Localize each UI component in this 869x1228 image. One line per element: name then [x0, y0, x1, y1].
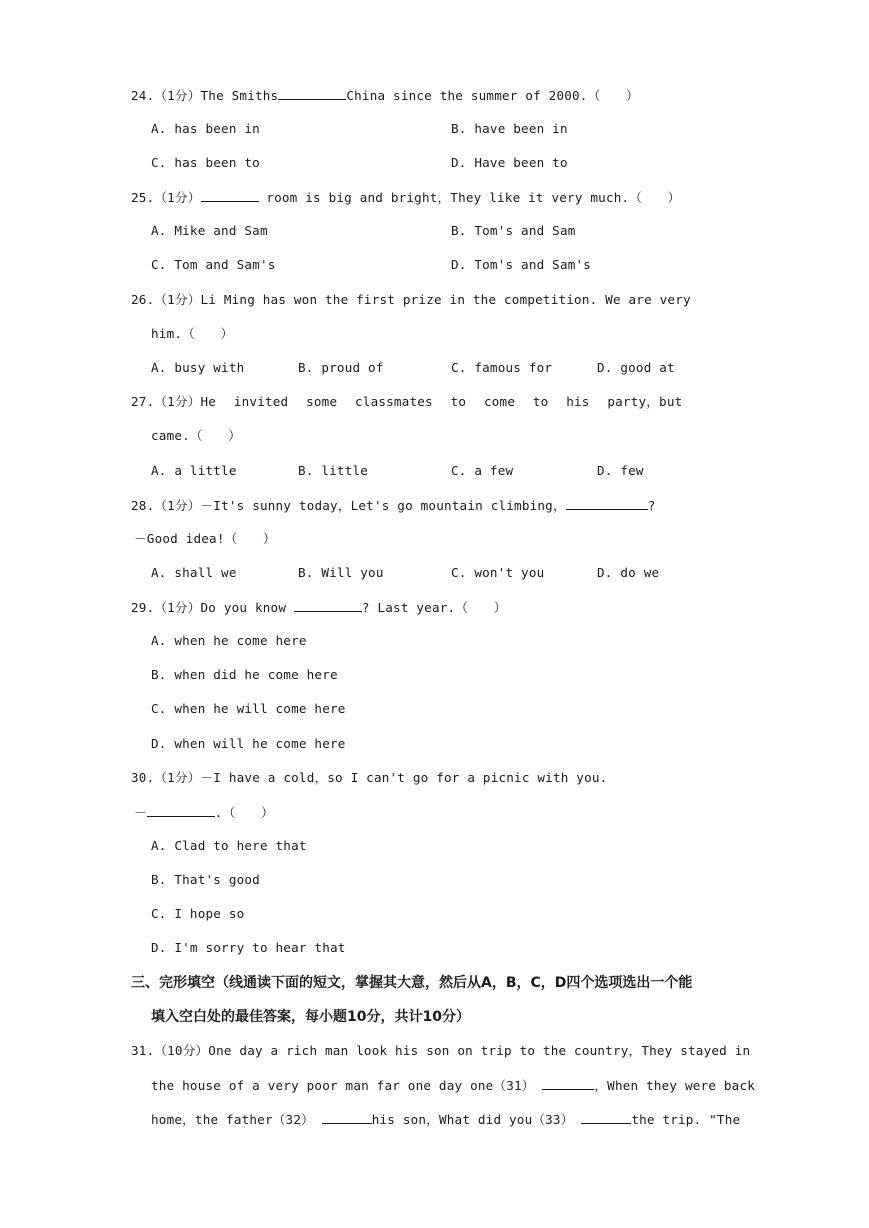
passage-text: his son，What did you（33） — [371, 1112, 574, 1127]
option-b[interactable]: B. Tom's and Sam — [451, 223, 576, 238]
question-27-line1: 27.（1分）He invited some classmates to come to his party，but — [131, 394, 683, 409]
question-28-line1 — [131, 495, 656, 516]
option-d[interactable]: D. good at — [597, 360, 675, 375]
question-24-stem-rest: China since the summer of 2000.（ ） — [346, 88, 639, 103]
option-d[interactable]: D. I'm sorry to hear that — [151, 940, 346, 955]
option-c[interactable]: C. famous for — [451, 360, 553, 375]
option-b[interactable]: B. That's good — [151, 872, 260, 887]
answer-blank[interactable] — [147, 802, 215, 817]
question-30-line2 — [134, 802, 274, 823]
answer-blank-32[interactable] — [322, 1109, 372, 1124]
option-a[interactable]: A. shall we — [151, 565, 237, 580]
answer-blank-33[interactable] — [581, 1109, 631, 1124]
question-24-stem: 24.（1分）The Smiths — [131, 88, 279, 103]
option-b[interactable]: B. proud of — [298, 360, 384, 375]
question-31-line3 — [151, 1109, 740, 1130]
option-d[interactable]: D. few — [597, 463, 644, 478]
option-c[interactable]: C. won't you — [451, 565, 545, 580]
option-c[interactable]: C. when he will come here — [151, 701, 346, 716]
passage-text: the house of a very poor man far one day one（31） — [151, 1078, 535, 1093]
question-25-number: 25.（1分） — [131, 190, 201, 205]
option-c[interactable]: C. has been to — [151, 155, 260, 170]
section-heading-line1: 三、完形填空（线通读下面的短文，掌握其大意，然后从A，B，C，D四个选项选出一个能 — [131, 975, 693, 991]
option-d[interactable]: D. Tom's and Sam's — [451, 257, 592, 272]
question-29-stem: 29.（1分）Do you know — [131, 600, 287, 615]
answer-blank-31[interactable] — [542, 1075, 594, 1090]
option-a[interactable]: A. Mike and Sam — [151, 223, 268, 238]
answer-blank[interactable] — [278, 85, 346, 100]
question-25-stem: room is big and bright，They like it very much.（ ） — [266, 190, 681, 205]
option-c[interactable]: C. I hope so — [151, 906, 245, 921]
question-26-line1: 26.（1分）Li Ming has won the first prize in the competition. We are very — [131, 292, 691, 307]
answer-blank[interactable] — [294, 597, 362, 612]
question-30-mark: .（ ） — [214, 805, 274, 820]
option-d[interactable]: D. do we — [597, 565, 660, 580]
dash: － — [134, 805, 147, 820]
question-30-line1: 30.（1分）－I have a cold，so I can't go for a picnic with you. — [131, 770, 608, 785]
option-a[interactable]: A. has been in — [151, 121, 260, 136]
option-b[interactable]: B. when did he come here — [151, 667, 338, 682]
question-28-mark: ? — [647, 498, 656, 513]
option-a[interactable]: A. busy with — [151, 360, 245, 375]
question-29-stem-rest: ? Last year.（ ） — [361, 600, 507, 615]
question-29-line1 — [131, 597, 506, 618]
option-c[interactable]: C. a few — [451, 463, 514, 478]
option-b[interactable]: B. Will you — [298, 565, 384, 580]
option-c[interactable]: C. Tom and Sam's — [151, 257, 276, 272]
option-b[interactable]: B. have been in — [451, 121, 568, 136]
question-31-line1: 31.（10分）One day a rich man look his son on trip to the country，They stayed in — [131, 1043, 751, 1058]
option-a[interactable]: A. Clad to here that — [151, 838, 307, 853]
question-26-line2: him.（ ） — [151, 326, 234, 341]
section-heading-line2: 填入空白处的最佳答案，每小题10分，共计10分） — [151, 1009, 470, 1025]
question-28-line2: －Good idea!（ ） — [134, 531, 276, 546]
option-b[interactable]: B. little — [298, 463, 369, 478]
option-d[interactable]: D. Have been to — [451, 155, 568, 170]
passage-text: ，When they were back — [594, 1078, 756, 1093]
answer-blank[interactable] — [201, 187, 259, 202]
option-d[interactable]: D. when will he come here — [151, 736, 346, 751]
question-31-line2 — [151, 1075, 755, 1096]
answer-blank[interactable] — [566, 495, 648, 510]
option-a[interactable]: A. a little — [151, 463, 237, 478]
passage-text: the trip. "The — [631, 1112, 741, 1127]
passage-text: home，the father（32） — [151, 1112, 314, 1127]
question-25 — [131, 187, 680, 208]
question-24 — [131, 85, 639, 106]
question-27-line2: came.（ ） — [151, 428, 242, 443]
option-a[interactable]: A. when he come here — [151, 633, 307, 648]
question-28-stem: 28.（1分）－It's sunny today，Let's go mountain climbing， — [131, 498, 566, 513]
